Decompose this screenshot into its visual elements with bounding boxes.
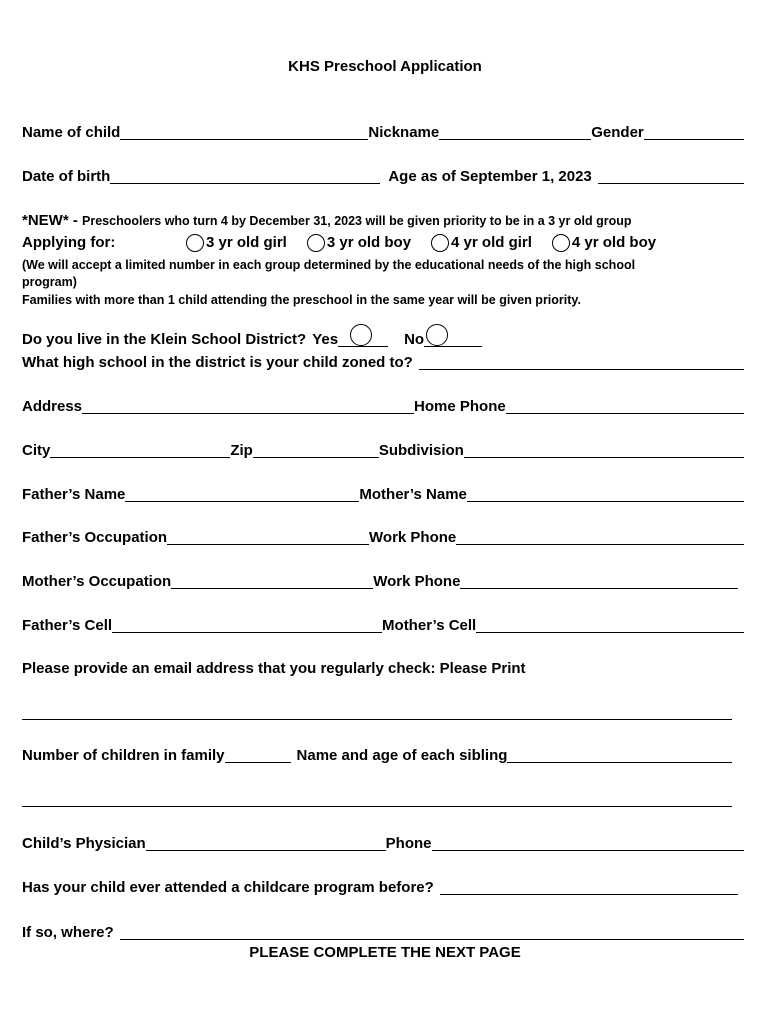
radio-circle-icon[interactable]	[552, 234, 570, 252]
radio-circle-icon[interactable]	[431, 234, 449, 252]
email-prompt: Please provide an email address that you regularly check: Please Print	[22, 660, 526, 677]
subdivision-field[interactable]	[464, 443, 744, 458]
date-of-birth-label: Date of birth	[22, 168, 111, 185]
fathers-name-label: Father’s Name	[22, 486, 126, 503]
siblings-field[interactable]	[507, 748, 732, 763]
gender-field[interactable]	[644, 125, 744, 140]
address-label: Address	[22, 398, 83, 415]
fathers-occupation-row	[22, 529, 744, 547]
city-field[interactable]	[50, 443, 230, 458]
high-school-row	[22, 354, 744, 372]
physician-row	[22, 835, 744, 853]
mothers-occupation-field[interactable]	[171, 574, 373, 589]
childcare-question: Has your child ever attended a childcare program before?	[22, 879, 434, 896]
childcare-row	[22, 879, 738, 897]
city-label: City	[22, 442, 51, 459]
mothers-work-phone-field[interactable]	[460, 574, 738, 589]
fathers-cell-field[interactable]	[112, 618, 382, 633]
limited-note-line-1: (We will accept a limited number in each group determined by the educational needs of the high school	[22, 258, 636, 272]
city-row	[22, 442, 744, 460]
siblings-label: Name and age of each sibling	[296, 747, 508, 764]
date-of-birth-field[interactable]	[110, 169, 380, 184]
parents-name-row	[22, 486, 744, 504]
name-of-child-label: Name of child	[22, 124, 121, 141]
mothers-cell-label: Mother’s Cell	[382, 617, 477, 634]
physician-field[interactable]	[146, 836, 386, 851]
nickname-label: Nickname	[368, 124, 440, 141]
no-label: No	[404, 331, 425, 348]
no-circle-icon[interactable]	[426, 324, 448, 346]
fathers-name-field[interactable]	[125, 487, 359, 502]
physician-label: Child’s Physician	[22, 835, 146, 852]
zip-label: Zip	[230, 442, 253, 459]
new-notice	[22, 212, 631, 230]
new-tag: *NEW* -	[22, 212, 78, 229]
physician-phone-field[interactable]	[432, 836, 745, 851]
yes-circle-icon[interactable]	[350, 324, 372, 346]
if-so-where-field[interactable]	[120, 925, 744, 940]
fathers-occupation-field[interactable]	[167, 530, 369, 545]
zip-field[interactable]	[253, 443, 379, 458]
no-field[interactable]	[424, 332, 482, 347]
option-3yr-boy[interactable]: 3 yr old boy	[307, 234, 411, 252]
mothers-name-field[interactable]	[467, 487, 744, 502]
radio-circle-icon[interactable]	[186, 234, 204, 252]
work-phone-label: Work Phone	[369, 529, 457, 546]
mothers-name-label: Mother’s Name	[359, 486, 467, 503]
cell-row	[22, 617, 744, 635]
number-of-children-label: Number of children in family	[22, 747, 225, 764]
age-field[interactable]	[598, 169, 744, 184]
yes-field[interactable]	[338, 332, 388, 347]
children-row	[22, 747, 732, 765]
nickname-field[interactable]	[439, 125, 591, 140]
siblings-extra-line[interactable]	[22, 806, 732, 807]
number-of-children-field[interactable]	[225, 748, 291, 763]
yes-label: Yes	[312, 331, 339, 348]
applying-for-row	[22, 234, 656, 252]
if-so-where-row	[22, 924, 744, 942]
mothers-occupation-label: Mother’s Occupation	[22, 573, 172, 590]
address-field[interactable]	[82, 399, 414, 414]
row-dob	[22, 168, 744, 186]
mothers-occupation-row	[22, 573, 738, 591]
address-row	[22, 398, 744, 416]
new-notice-text: Preschoolers who turn 4 by December 31, 2023 will be given priority to be in a 3 yr old group	[82, 214, 632, 228]
name-of-child-field[interactable]	[120, 125, 368, 140]
childcare-field[interactable]	[440, 880, 738, 895]
option-3yr-girl[interactable]: 3 yr old girl	[186, 234, 287, 252]
form-title: KHS Preschool Application	[288, 58, 482, 75]
phone-label: Phone	[385, 835, 432, 852]
age-label: Age as of September 1, 2023	[388, 168, 592, 185]
high-school-question: What high school in the district is your child zoned to?	[22, 354, 413, 371]
applying-for-label: Applying for:	[22, 234, 116, 251]
families-note: Families with more than 1 child attending the preschool in the same year will be given priority.	[22, 293, 581, 307]
home-phone-field[interactable]	[506, 399, 744, 414]
radio-circle-icon[interactable]	[307, 234, 325, 252]
limited-note-line-2: program)	[22, 275, 77, 289]
gender-label: Gender	[591, 124, 644, 141]
if-so-where-label: If so, where?	[22, 924, 114, 941]
klein-row	[22, 331, 542, 349]
fathers-cell-label: Father’s Cell	[22, 617, 113, 634]
home-phone-label: Home Phone	[414, 398, 506, 415]
fathers-occupation-label: Father’s Occupation	[22, 529, 168, 546]
email-field[interactable]	[22, 719, 732, 720]
high-school-field[interactable]	[419, 355, 744, 370]
option-4yr-boy[interactable]: 4 yr old boy	[552, 234, 656, 252]
mothers-cell-field[interactable]	[476, 618, 744, 633]
fathers-work-phone-field[interactable]	[456, 530, 744, 545]
row-child-name	[22, 124, 744, 142]
option-4yr-girl[interactable]: 4 yr old girl	[431, 234, 532, 252]
subdivision-label: Subdivision	[378, 442, 464, 459]
work-phone-label: Work Phone	[373, 573, 461, 590]
klein-question: Do you live in the Klein School District?	[22, 331, 307, 348]
footer-note: PLEASE COMPLETE THE NEXT PAGE	[249, 944, 521, 961]
